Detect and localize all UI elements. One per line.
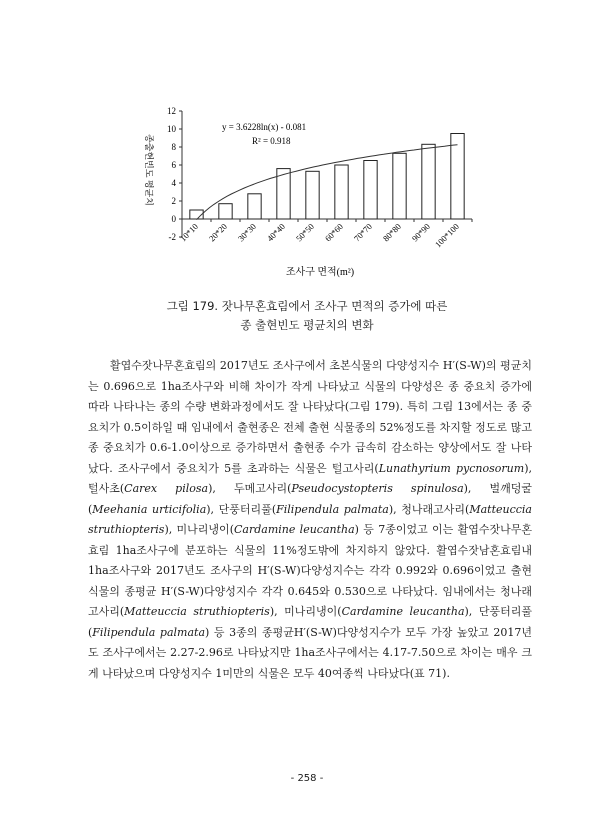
- x-tick-label: 20*20: [206, 221, 229, 244]
- body-text-run: ) 등 7종이었고 이는 활엽수잣나무혼효림 1ha조사구에 분포하는 식물의 11%정도밖에 차지하지 않았다. 활엽수잣남혼효림내 1ha조사구와 2017년도 조사구의 H′(S-W)다양성지수는 각각 0.992와 0.696이었고 출현식물의 종평균 H′(S-W)다양성지수 각각 0.645와 0.530으로 나타났다. 임내에서는 청나래고사리(: [88, 523, 532, 618]
- scientific-name: Carex pilosa: [124, 482, 209, 495]
- body-text-run: ), 두메고사리(: [208, 482, 292, 495]
- y-tick-label: 2: [171, 196, 176, 206]
- scientific-name: Matteuccia struthiopteris: [88, 502, 532, 536]
- y-tick-label: 6: [171, 160, 176, 170]
- caption-line-2: 종 출현빈도 평균치의 변화: [240, 318, 374, 332]
- x-tick-label: 100*100: [432, 221, 461, 250]
- x-tick-label: 70*70: [351, 221, 374, 244]
- x-tick-label: 30*30: [235, 221, 258, 244]
- bar-30*30: [248, 194, 261, 219]
- body-text-run: ) 등 3종의 종평균H′(S-W)다양성지수가 모두 가장 높았고 2017년도 조사구에서는 2.27-2.96로 나타났지만 1ha조사구에서는 4.17-7.50으로 차이는 매우 크게 나타났으며 다양성지수 1미만의 식물은 모두 40여종씩 나타났다(표 71).: [88, 625, 533, 680]
- x-tick-label: 90*90: [409, 221, 432, 244]
- scientific-name: Cardamine leucantha: [341, 605, 465, 618]
- scientific-name: Filipendula palmata: [276, 502, 389, 516]
- x-axis-title: 조사구 면적(m²): [285, 267, 355, 278]
- y-tick-label: 0: [171, 214, 176, 224]
- body-text-run: ), 미나리냉이(: [269, 605, 342, 618]
- caption-line-1: 그림 179. 잣나무혼효림에서 조사구 면적의 증가에 따른: [166, 299, 448, 313]
- bar-90*90: [422, 144, 435, 219]
- bar-series: [190, 134, 472, 223]
- body-text-run: ), 단풍터리풀(: [88, 605, 532, 639]
- body-text-run: 활엽수잣나무혼효림의 2017년도 조사구에서 초본식물의 다양성지수 H′(S-W)의 평균치는 0.696으로 1ha조사구와 비해 차이가 작게 나타났고 식물의 다양성은 종 중요치 증가에 따라 나타나는 종의 수량 변화과정에서도 잘 나타났다(그림 179). 특히 그림 13에서는 종 중요치가 0.5이하일 때 임내에서 출현종은 전체 출현 식물종의 52%정도를 차지할 정도로 많고 종 중요치가 0.6-1.0이상으로 증가하면서 출현종 수가 급속히 감소하는 양상에서도 잘 나타났다. 조사구에서 중요치가 5를 초과하는 식물은 털고사리(: [88, 359, 532, 475]
- scientific-name: Matteuccia struthiopteris: [124, 605, 270, 618]
- bar-70*70: [364, 161, 377, 220]
- body-text-run: ), 단풍터리풀(: [206, 502, 277, 516]
- y-tick-label: -2: [168, 232, 176, 242]
- body-text-run: ), 털사초(: [88, 461, 532, 495]
- logarithmic-trendline: [197, 145, 458, 220]
- y-tick-label: 12: [167, 106, 176, 116]
- page-number: - 258 -: [290, 773, 324, 784]
- scientific-name: Meehania urticifolia: [92, 502, 207, 516]
- bar-60*60: [335, 165, 348, 219]
- x-tick-label: 80*80: [380, 221, 403, 244]
- body-paragraph: [88, 356, 532, 684]
- body-text-run: ), 벌깨덩굴(: [88, 482, 532, 516]
- r-squared-label: R² = 0.918: [252, 136, 291, 146]
- bar-50*50: [306, 171, 319, 219]
- x-tick-label: 10*10: [177, 221, 200, 244]
- scientific-name: Pseudocystopteris spinulosa: [291, 482, 464, 495]
- x-tick-label: 50*50: [293, 221, 316, 244]
- x-tick-label: 40*40: [264, 221, 287, 244]
- y-axis-title: 종출현빈도 평균치: [144, 134, 154, 206]
- body-text-run: ), 미나리냉이(: [164, 523, 234, 536]
- bar-100*100: [451, 134, 464, 220]
- body-text-run: ), 청나래고사리(: [388, 502, 470, 516]
- scientific-name: Lunathyrium pycnosorum: [378, 461, 525, 475]
- trend-equation: y = 3.6228ln(x) - 0.081: [222, 122, 307, 132]
- x-axis-tick-labels: [178, 221, 461, 249]
- y-tick-label: 8: [171, 142, 176, 152]
- scientific-name: Cardamine leucantha: [233, 523, 355, 536]
- bar-20*20: [219, 204, 232, 219]
- y-axis-ticks: [167, 106, 182, 242]
- x-tick-label: 60*60: [322, 221, 345, 244]
- area-frequency-bar-chart: [130, 95, 490, 295]
- bar-80*80: [393, 153, 406, 219]
- scientific-name: Filipendula palmata: [92, 625, 206, 639]
- figure-caption: [60, 297, 554, 335]
- y-tick-label: 4: [171, 178, 176, 188]
- figure-179: [130, 95, 490, 295]
- y-tick-label: 10: [167, 124, 176, 134]
